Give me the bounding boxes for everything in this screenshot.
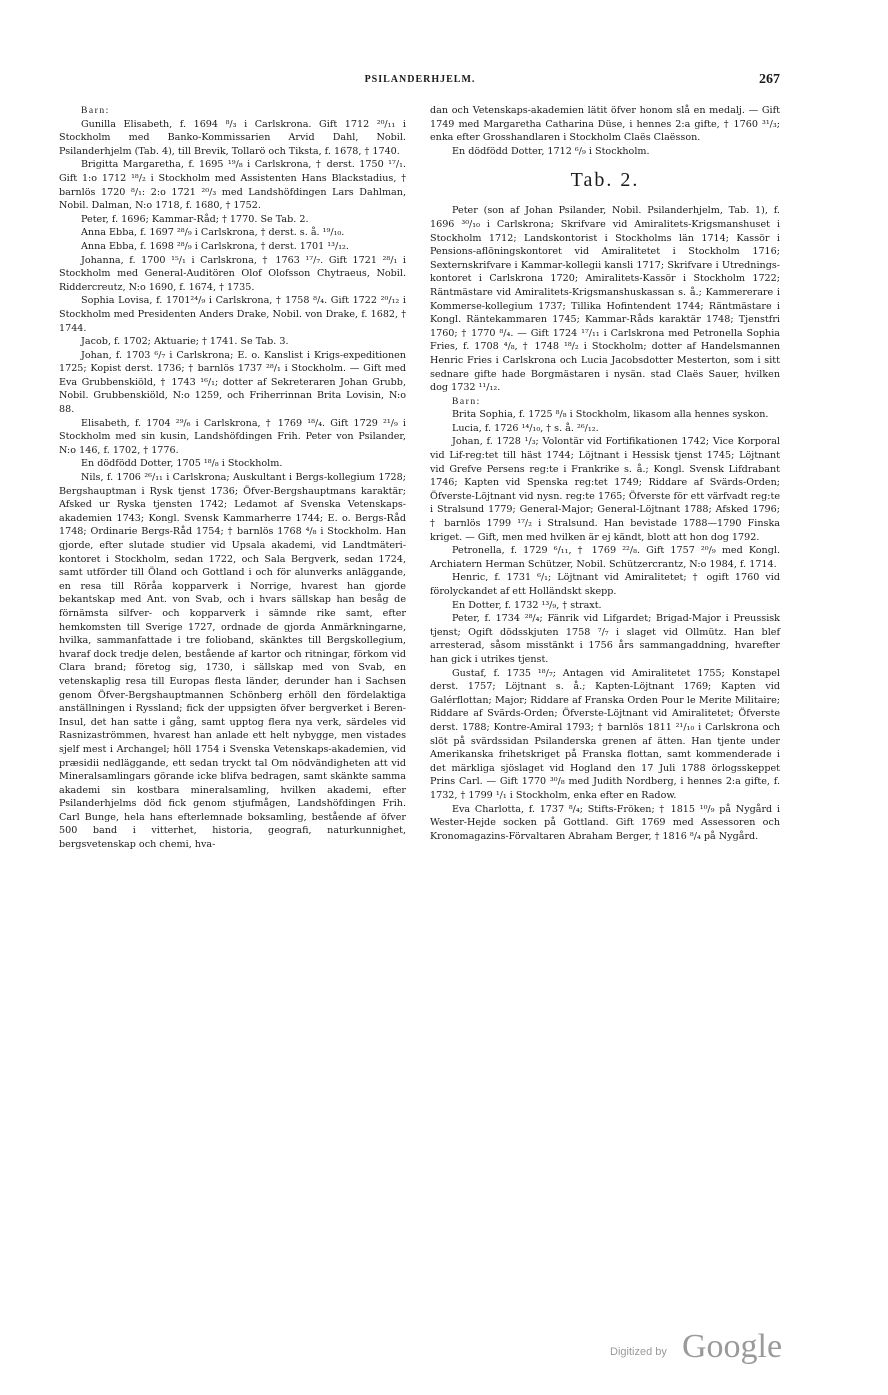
- watermark-logo-text: Google: [682, 1328, 783, 1365]
- entry-paragraph: Johan, f. 1728 ¹/₃; Volontär vid Fortifikationen 1742; Vice Korporal vid Lif-reg:tet till häst 1744; Löjtnant i Hessisk tjenst 1745; Löjtnant vid Grefve Persens reg:te i Frankrike s. å.; Kongl. Svensk Lifdrabant 1746; Kapten vid Spenska reg:tet 1749; Riddare af Svärds-Orden; Öfverste-Löjtnant vid nysn. reg:te 1765; Öfverste för ett värfvadt reg:te i Stralsund 1779; General-Major; General-Löjtnant 1788; Afsked 1796; † barnlös 1799 ¹⁷/₂ i Stralsund. Han bevistade 1788—1790 Finska kriget. — Gift, men med hvilken är ej kändt, blott att hon dog 1792.: [430, 436, 780, 543]
- entry-paragraph: Johan, f. 1703 ⁶/₇ i Carlskrona; E. o. Kanslist i Krigs-expeditionen 1725; Kopist derst. 1736; † barnlös 1737 ²⁸/₁ i Stockholm. — Gift med Eva Grubbenskiöld, † 1743 ¹⁶/₁; dotter af Sekreteraren Johan Grubb, Nobil. Grubbenskiöld, N:o 1259, och Friherrinnan Brita Lovisin, N:o 88.: [59, 349, 406, 416]
- entry-paragraph: En dödfödd Dotter, 1705 ¹⁸/₈ i Stockholm.: [81, 458, 283, 470]
- running-header: [60, 74, 780, 94]
- entry-paragraph: Anna Ebba, f. 1698 ²⁸/₉ i Carlskrona, † derst. 1701 ¹³/₁₂.: [81, 240, 349, 252]
- entry-paragraph: Nils, f. 1706 ²⁶/₁₁ i Carlskrona; Auskultant i Bergs-kollegium 1728; Bergshauptman i Rysk tjenst 1736; Öfver-Bergshauptmans karaktär; Afsked ur Ryska tjensten 1742; Ledamot af Svenska Vetenskaps-akademien 1743; Kongl. Svensk Kammarherre 1744; E. o. Bergs-Råd 1748; Ordinarie Bergs-Råd 1754; † barnlös 1768 ⁴/₈ i Stockholm. Han gjorde, efter slutade studier vid Upsala akademi, vid Landtmäteri-kontoret i Stockholm, sedan 1722, och Sala Bergverk, sedan 1724, samt utförder till Öland och Gottland i och för alunverks anläggande, en resa till Röråa kopparverk i Norrige, hvarest han gjorde bekantskap med Ant. von Svab, och i hvars sällskap han besåg de förnämsta silfver- och kopparverk i sämnde rike samt, efter hemkomsten till Sverige 1727, ordnade de gjorda Anmärkningarne, hvilka, sammanfattade i tre folioband, skänktes till Bergskollegium, hvaraf dock tredje delen, bestående af kartor och ritningar, förkom vid Clara brand; företog sig, 1730, i sällskap med von Svab, en vetenskaplig resa till Europas flesta länder, derunder han i Sachsen genom Öfver-Bergshauptmannen Schönberg erhöll den fördelaktiga anställningen i Ryssland; fick der uppsigten öfver bergverket i Beren-Insul, det han satte i gång, samt upptog flera nya verk, särdeles vid Rasnizaströmmen, hvarest han anlade ett helt nybygge, men vistades sjelf mest i Archangel; höll 1754 i Svenska Vetenskaps-akademien, vid præsidii nedläggande, ett sedan tryckt tal Om nödvändigheten att vid Mineralsamlingars görande icke blifva bedragen, samt skänkte samma akademi sin kostbara mineralsamling, hvilken akademi, efter Psilanderhjelms död fick genom stjufmågen, Landshöfdingen Frih. Carl Bunge, hela hans efterlemnade boksamling, bestående af öfver 500 band i vitterhet, historia, geografi, naturkunnighet, bergsvetenskap och chemi, hva-: [59, 472, 406, 851]
- entry-paragraph: En Dotter, f. 1732 ¹³/₉, † straxt.: [452, 599, 602, 611]
- entry-paragraph: Lucia, f. 1726 ¹⁴/₁₀, † s. å. ²⁶/₁₂.: [452, 422, 599, 434]
- left-column: [59, 104, 406, 852]
- barn-heading: Barn:: [81, 105, 110, 116]
- entry-paragraph: Brigitta Margaretha, f. 1695 ¹⁹/₈ i Carlskrona, † derst. 1750 ¹⁷/₁. Gift 1:o 1712 ¹⁸/₂ i Stockholm med Assistenten Hans Blackstadius, † barnlös 1720 ⁸/₁: 2:o 1721 ²⁰/₃ med Landshöfdingen Lars Dahlman, Nobil. Dalman, N:o 1718, f. 1680, † 1752.: [59, 159, 406, 212]
- entry-paragraph: Eva Charlotta, f. 1737 ⁸/₄; Stifts-Fröken; † 1815 ¹⁰/₉ på Nygård i Wester-Hejde socken på Gottland. Gift 1769 med Assessoren och Kronomagazins-Förvaltaren Abraham Berger, † 1816 ⁸/₄ på Nygård.: [430, 803, 780, 842]
- entry-paragraph: Gunilla Elisabeth, f. 1694 ⁸/₃ i Carlskrona. Gift 1712 ²⁰/₁₁ i Stockholm med Banko-Kommissarien Arvid Dahl, Nobil. Psilanderhjelm (Tab. 4), till Brevik, Tollarö och Tiksta, f. 1678, † 1740.: [59, 118, 406, 157]
- entry-paragraph: Petronella, f. 1729 ⁶/₁₁, † 1769 ²²/₈. Gift 1757 ²⁰/₉ med Kongl. Archiatern Herman Schützer, Nobil. Schützercrantz, N:o 1984, f. 1714.: [430, 545, 780, 570]
- entry-paragraph: Johanna, f. 1700 ¹⁵/₁ i Carlskrona, † 1763 ¹⁷/₇. Gift 1721 ²⁸/₁ i Stockholm med General-Auditören Olof Olofsson Chytraeus, Nobil. Riddercreutz, N:o 1690, f. 1674, † 1735.: [59, 254, 406, 293]
- entry-paragraph: En dödfödd Dotter, 1712 ⁶/₉ i Stockholm.: [452, 145, 650, 157]
- tab-heading: Tab. 2.: [570, 169, 640, 192]
- entry-paragraph: Elisabeth, f. 1704 ²⁹/₆ i Carlskrona, † 1769 ¹⁸/₄. Gift 1729 ²¹/₉ i Stockholm med sin kusin, Landshöfdingen Frih. Peter von Psilander, N:o 146, f. 1702, † 1776.: [59, 417, 406, 456]
- entry-paragraph: Sophia Lovisa, f. 1701²⁴/₉ i Carlskrona, † 1758 ⁸/₄. Gift 1722 ²⁰/₁₂ i Stockholm med Presidenten Anders Drake, Nobil. von Drake, f. 1682, † 1744.: [59, 295, 406, 334]
- entry-paragraph: Anna Ebba, f. 1697 ²⁸/₉ i Carlskrona, † derst. s. å. ¹⁹/₁₀.: [81, 227, 345, 239]
- right-column: [430, 104, 780, 843]
- entry-paragraph: Peter, f. 1696; Kammar-Råd; † 1770. Se Tab. 2.: [81, 213, 309, 225]
- entry-paragraph: Henric, f. 1731 ⁶/₁; Löjtnant vid Amiralitetet; † ogift 1760 vid förolyckandet af ett Holländskt skepp.: [430, 572, 780, 597]
- digitized-watermark: [610, 1328, 840, 1368]
- continued-paragraph: dan och Vetenskaps-akademien lätit öfver honom slå en medalj. — Gift 1749 med Margaretha Catharina Düse, i hennes 2:a gifte, † 1760 ³¹/₃; enka efter Grosshandlaren i Stockholm Claës Claësson.: [430, 105, 780, 144]
- entry-paragraph: Peter (son af Johan Psilander, Nobil. Psilanderhjelm, Tab. 1), f. 1696 ³⁰/₁₀ i Carlskrona; Skrifvare vid Amiralitets-Krigsmanshuset i Stockholm 1712; Landskontorist i Stockholms län 1714; Kassör i Pensions-aflöningskontoret vid Amiralitetet i Stockholm 1716; Sexternskrifvare i Kammar-kollegii kansli 1717; Skrifvare i Utrednings-kontoret i Carlskrona 1720; Amiralitets-Kassör i Stockholm 1722; Räntmästare vid Amiralitets-Krigsmanshuskassan s. å.; Kammererare i Kommerse-kollegium 1737; Tillika Hofintendent 1744; Räntmästare i Kongl. Räntekammaren 1745; Kammar-Råds karaktär 1748; Tjenstfri 1760; † 1770 ⁸/₄. — Gift 1724 ¹⁷/₁₁ i Carlskrona med Petronella Sophia Fries, f. 1708 ⁴/₈, † 1748 ¹⁸/₂ i Stockholm; dotter af Handelsmannen Henric Fries i Carlskrona och Lucia Jacobsdotter Mesterton, som i sitt sednare gifte hade Borgmästaren i nysän. stad Claës Sauer, hvilken dog 1732 ¹¹/₁₂.: [430, 205, 780, 394]
- barn-heading: Barn:: [452, 395, 481, 407]
- watermark-small-text: Digitized by: [610, 1346, 667, 1358]
- header-title: PSILANDERHJELM.: [364, 74, 476, 85]
- entry-paragraph: Gustaf, f. 1735 ¹⁸/₇; Antagen vid Amiralitetet 1755; Konstapel derst. 1757; Löjtnant s. å.; Kapten-Löjtnant 1769; Kapten vid Galérflottan; Major; Riddare af Franska Orden Pour le Merite Militaire; Riddare af Svärds-Orden; Öfverste-Löjtnant vid Amiralitetet; Öfverste derst. 1788; Kontre-Amiral 1793; † barnlös 1811 ²¹/₁₀ i Carlskrona och slöt på svärdssidan Psilanderska grenen af ätten. Han tjente under Amerikanska frihetskriget på Franska flottan, samt kommenderade i det märkliga sjöslaget vid Hogland den 17 Juli 1788 örlogsskeppet Prins Carl. — Gift 1770 ³⁰/₈ med Judith Nordberg, i hennes 2:a gifte, f. 1732, † 1799 ¹/₁ i Stockholm, enka efter en Radow.: [430, 667, 780, 801]
- entry-paragraph: Peter, f. 1734 ²⁸/₄; Fänrik vid Lifgardet; Brigad-Major i Preussisk tjenst; Ogift dödsskjuten 1758 ⁷/₇ i slaget vid Ollmütz. Han blef arresterad, såsom misstänkt i 1756 års sammangaddning, hvarefter han gick i utrikes tjenst.: [430, 613, 780, 665]
- page-number: 267: [759, 72, 780, 87]
- entry-paragraph: Brita Sophia, f. 1725 ⁸/₈ i Stockholm, likasom alla hennes syskon.: [452, 409, 769, 421]
- entry-paragraph: Jacob, f. 1702; Aktuarie; † 1741. Se Tab. 3.: [81, 336, 289, 348]
